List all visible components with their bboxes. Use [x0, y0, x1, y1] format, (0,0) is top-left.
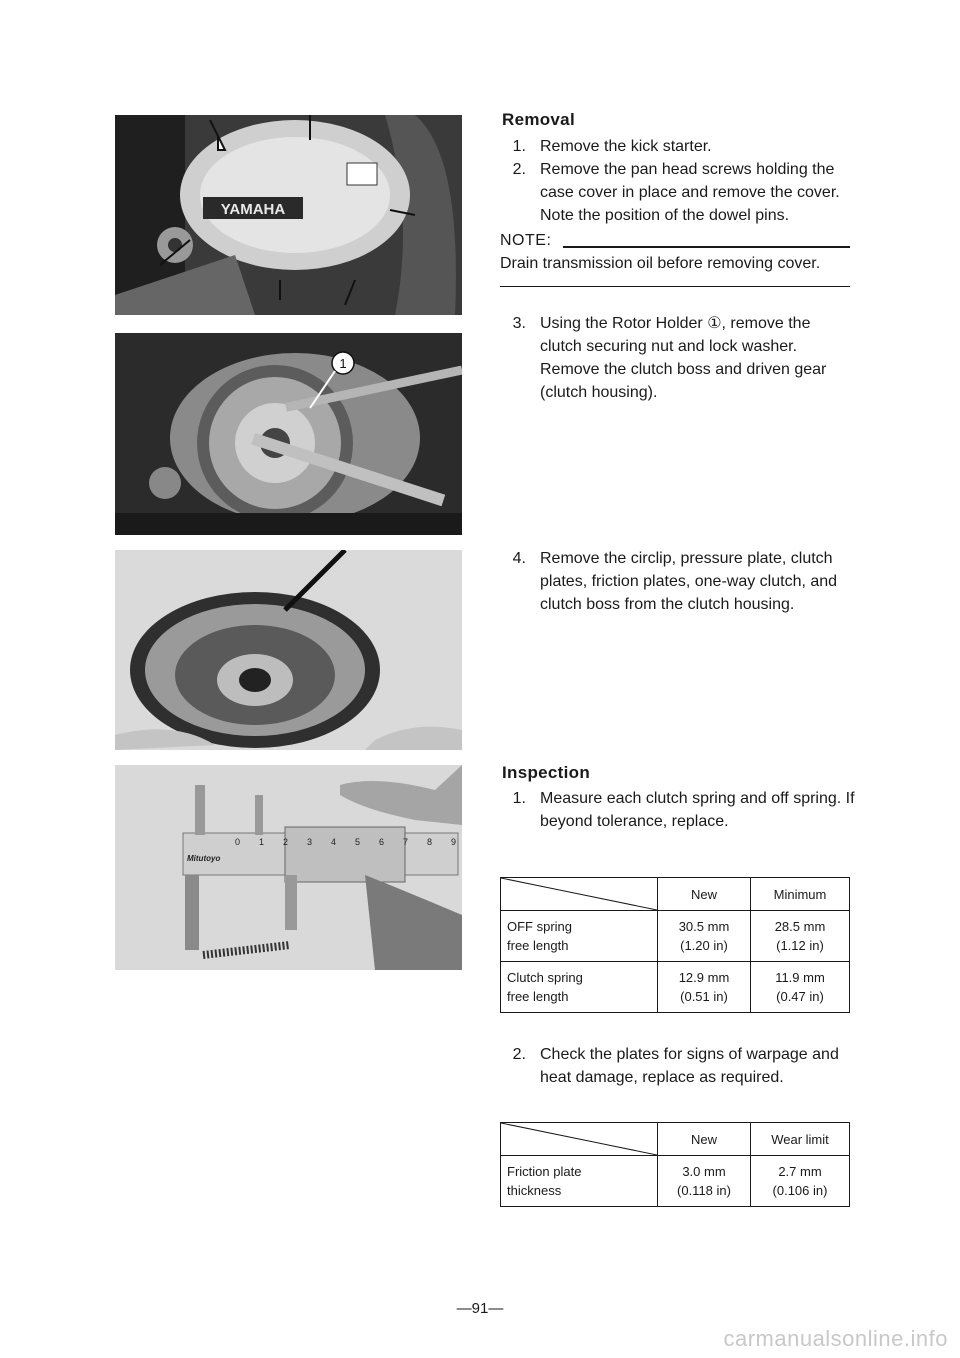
photo-caliper: [115, 765, 462, 970]
step-number: 1.: [512, 138, 526, 155]
table-corner: [501, 878, 658, 911]
step-number: 3.: [512, 315, 526, 332]
removal-step-1: [500, 135, 855, 158]
min-value: 11.9 mm: [775, 970, 825, 985]
inspection-step-2: [500, 1043, 855, 1089]
step-number: 2.: [512, 161, 526, 178]
step-number: 2.: [512, 1046, 526, 1063]
photo-rotor-holder: [115, 333, 462, 535]
step-text: Check the plates for signs of warpage and heat damage, replace as required.: [540, 1046, 839, 1086]
caliper-scale-number: 6: [379, 837, 385, 847]
row-label: Clutch spring: [507, 970, 583, 985]
note-end-rule: [500, 286, 850, 287]
inspection-step-1: [500, 787, 855, 833]
row-label: free length: [507, 938, 569, 953]
new-value: 30.5 mm: [678, 919, 730, 934]
table-row: [501, 1156, 850, 1207]
new-value: 12.9 mm: [678, 970, 730, 985]
removal-step-2: [500, 158, 855, 227]
caliper-scale-number: 5: [355, 837, 361, 847]
table-corner: [501, 1123, 658, 1156]
caliper-scale-number: 8: [427, 837, 433, 847]
step-text: Using the Rotor Holder ①, remove the clutch securing nut and lock washer. Remove the clutch boss and driven gear (clutch housing).: [540, 315, 827, 401]
new-value-inch: (0.51 in): [680, 989, 728, 1004]
photo-case-cover: [115, 115, 462, 315]
page-number: —91—: [456, 1300, 504, 1317]
note-text: Drain transmission oil before removing cover.: [500, 255, 821, 272]
caliper-scale-number: 4: [331, 837, 337, 847]
watermark[interactable]: carmanualsonline.info: [723, 1326, 948, 1351]
limit-value-inch: (0.106 in): [772, 1183, 828, 1198]
column-header-new: New: [658, 1123, 751, 1156]
min-value: 28.5 mm: [774, 919, 826, 934]
new-value: 3.0 mm: [682, 1164, 726, 1179]
step-text: Remove the pan head screws holding the case cover in place and remove the cover. Note the position of the dowel pins.: [540, 161, 840, 224]
caliper-brand: Mitutoyo: [187, 854, 221, 863]
row-label: free length: [507, 989, 569, 1004]
caliper-scale-number: 2: [283, 837, 289, 847]
column-header-new: New: [658, 878, 751, 911]
inspection-title: Inspection: [502, 763, 591, 782]
row-label: Friction plate: [507, 1164, 582, 1179]
step-text: Measure each clutch spring and off spring. If beyond tolerance, replace.: [540, 790, 855, 830]
caliper-scale-number: 0: [235, 837, 241, 847]
column-header-wear-limit: Wear limit: [751, 1123, 850, 1156]
step-text: Remove the kick starter.: [540, 138, 712, 155]
photo-clutch-housing: [115, 550, 462, 750]
step-text: Remove the circlip, pressure plate, clutch plates, friction plates, one-way clutch, and clutch boss from the clutch housing.: [540, 550, 838, 613]
note-rule: [563, 246, 850, 248]
removal-step-4: [500, 547, 855, 616]
limit-value: 2.7 mm: [778, 1164, 822, 1179]
row-label: OFF spring: [507, 919, 573, 934]
table-row: [501, 962, 850, 1013]
caliper-scale-number: 3: [307, 837, 313, 847]
cover-logo: YAMAHA: [220, 201, 286, 218]
spring-spec-table: [500, 877, 850, 1013]
removal-step-3: [500, 312, 855, 404]
friction-plate-spec-table: [500, 1122, 850, 1207]
step-number: 4.: [512, 550, 526, 567]
callout-number: 1: [339, 356, 347, 371]
row-label: thickness: [507, 1183, 562, 1198]
table-row: [501, 911, 850, 962]
new-value-inch: (0.118 in): [677, 1183, 731, 1198]
caliper-scale-number: 1: [259, 837, 265, 847]
min-value-inch: (1.12 in): [776, 938, 824, 953]
note-label: NOTE:: [500, 232, 552, 249]
min-value-inch: (0.47 in): [776, 989, 824, 1004]
step-number: 1.: [512, 790, 526, 807]
column-header-minimum: Minimum: [751, 878, 850, 911]
caliper-scale-number: 9: [451, 837, 457, 847]
removal-title: Removal: [502, 110, 575, 129]
new-value-inch: (1.20 in): [680, 938, 728, 953]
caliper-scale-number: 7: [403, 837, 409, 847]
